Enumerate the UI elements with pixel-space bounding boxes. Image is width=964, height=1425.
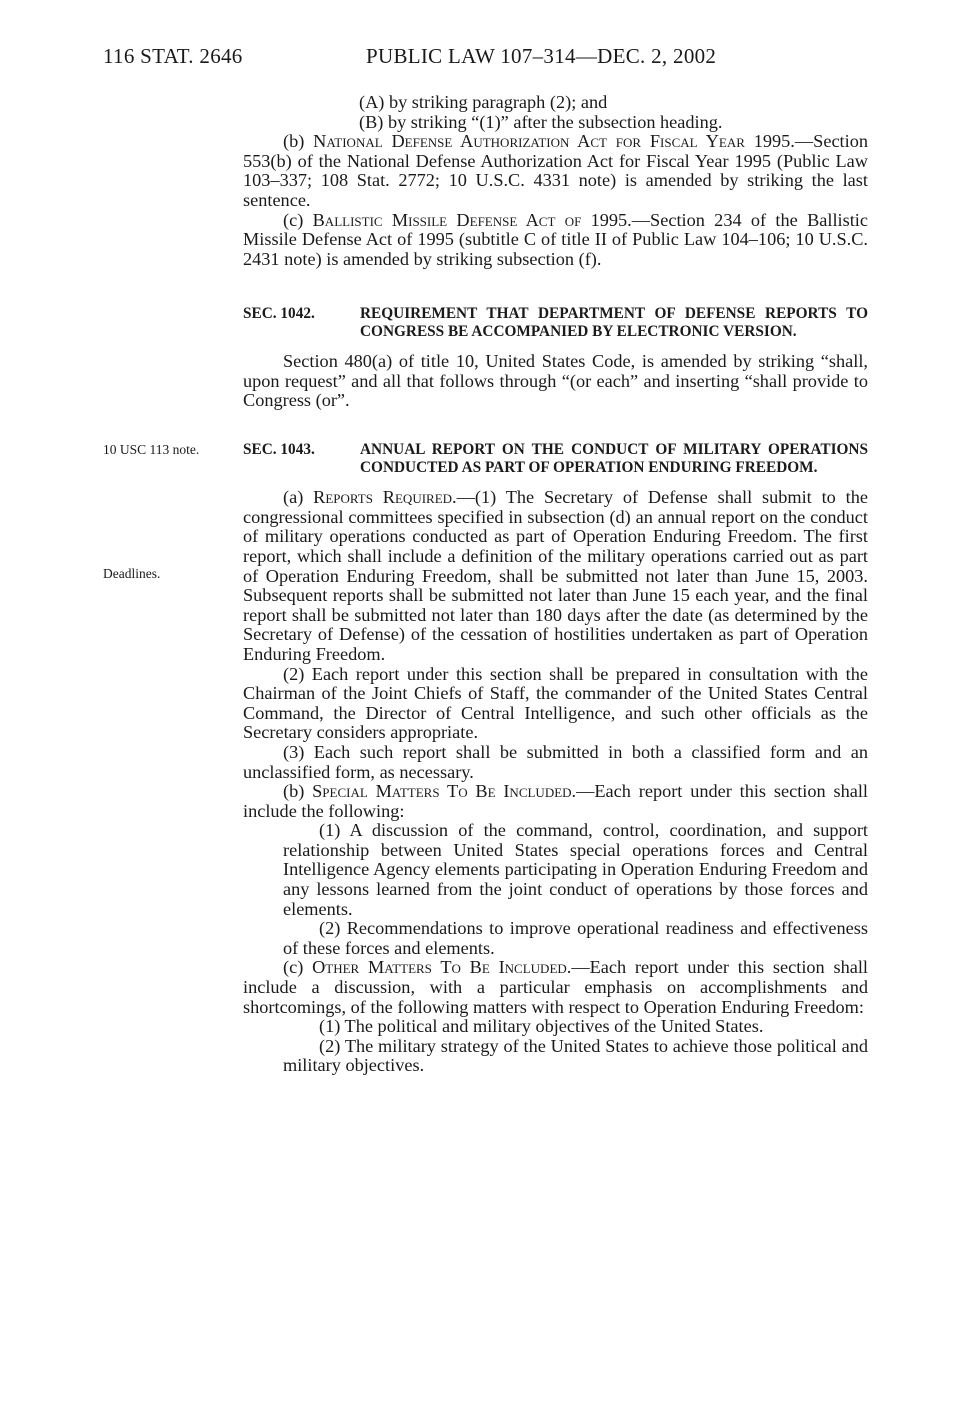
stat-citation: 116 STAT. 2646 (103, 44, 243, 68)
margin-note-usc: 10 USC 113 note. (103, 442, 200, 457)
paragraph-a-strike: (A) by striking paragraph (2); and (359, 92, 608, 112)
public-law-header: PUBLIC LAW 107–314—DEC. 2, 2002 (366, 44, 717, 68)
subsection-a-label: (a) (283, 487, 304, 508)
section-1043-title: ANNUAL REPORT ON THE CONDUCT OF MILITARY OPERATIONS CONDUCTED AS PART OF OPERATION ENDURING FREEDOM. (360, 441, 868, 476)
subsection-a-heading: Reports Required. (313, 487, 457, 508)
subsection-b-text: —Section 553(b) of the National Defense Authorization Act for Fiscal Year 1995 (Public Law 103–337; 108 Stat. 2772; 10 U.S.C. 4331 note) is amended by striking the last sentence. (243, 131, 868, 210)
subsection-c2-text: —Each report under this section shall include a discussion, with a particular emphasis on accomplishments and shortcomings, of the following matters with respect to Operation Enduring Freedom: (243, 957, 868, 1017)
subsection-b2-paragraph-1: (1) A discussion of the command, control, coordination, and support relationship between United States special operations forces and Central Intelligence Agency elements participating in Operation Enduring Freedom and any lessons learned from the joint conduct of operations by those forces and elements. (283, 820, 868, 919)
section-1042-number: SEC. 1042. (243, 305, 315, 322)
section-1043-heading (243, 441, 868, 476)
subsection-c-text: —Section 234 of the Ballistic Missile Defense Act of 1995 (subtitle C of title II of Public Law 104–106; 10 U.S.C. 2431 note) is amended by striking subsection (f). (243, 209, 868, 269)
subsection-b2-heading: Special Matters To Be Included. (312, 781, 577, 802)
subsection-c-other-matters (243, 958, 868, 1017)
subsection-b-heading: National Defense Authorization Act for Fiscal Year 1995. (313, 131, 795, 152)
subsection-c2-heading: Other Matters To Be Included. (312, 957, 572, 978)
subsection-a-reports-required (243, 488, 868, 664)
subsection-b2-text: —Each report under this section shall include the following: (243, 781, 868, 821)
paragraph-b-strike: (B) by striking “(1)” after the subsection heading. (359, 111, 723, 132)
section-1042-heading (243, 305, 868, 340)
subsection-a-paragraph-1: —(1) The Secretary of Defense shall submit to the congressional committees specified in subsection (d) an annual report on the conduct of military operations conducted as part of Operation Enduring Freedom. The first report, which shall include a definition of the military operations carried out as part of Operation Enduring Freedom, shall be submitted not later than June 15, 2003. Subsequent reports shall be submitted not later than June 15 each year, and the final report shall be submitted not later than 180 days after the date (as determined by the Secretary of Defense) of the cessation of hostilities undertaken as part of Operation Enduring Freedom. (243, 487, 868, 664)
subsection-c-heading: Ballistic Missile Defense Act of 1995. (312, 209, 632, 230)
subsection-c2-label: (c) (283, 957, 304, 978)
subsection-c2-paragraph-2: (2) The military strategy of the United States to achieve those political and military objectives. (283, 1035, 868, 1076)
subsection-c2-paragraph-1: (1) The political and military objectives of the United States. (319, 1016, 764, 1037)
section-1042-title: REQUIREMENT THAT DEPARTMENT OF DEFENSE REPORTS TO CONGRESS BE ACCOMPANIED BY ELECTRONIC VERSION. (360, 305, 868, 340)
subsection-a-paragraph-3: (3) Each such report shall be submitted in both a classified form and an unclassified form, as necessary. (243, 741, 868, 782)
subsection-b-label: (b) (283, 131, 305, 152)
subsection-b-special-matters (243, 782, 868, 821)
margin-note-deadlines: Deadlines. (103, 566, 161, 581)
subsection-c-label: (c) (283, 209, 304, 230)
subsection-c (243, 211, 868, 270)
subsection-b2-paragraph-2: (2) Recommendations to improve operational readiness and effectiveness of these forces and elements. (283, 918, 868, 958)
section-1043 (243, 441, 868, 1076)
subsection-b (243, 132, 868, 210)
section-1042-body: Section 480(a) of title 10, United States Code, is amended by striking “shall, upon request” and all that follows through “(or each” and inserting “shall provide to Congress (or”. (243, 351, 868, 411)
subsection-b2-label: (b) (283, 781, 305, 802)
subsection-a-paragraph-2: (2) Each report under this section shall be prepared in consultation with the Chairman of the Joint Chiefs of Staff, the commander of the United States Central Command, the Director of Central Intelligence, and such other officials as the Secretary considers appropriate. (243, 663, 868, 743)
section-1042 (243, 305, 868, 411)
continuation-block (243, 93, 868, 269)
section-1043-number: SEC. 1043. (243, 441, 315, 458)
